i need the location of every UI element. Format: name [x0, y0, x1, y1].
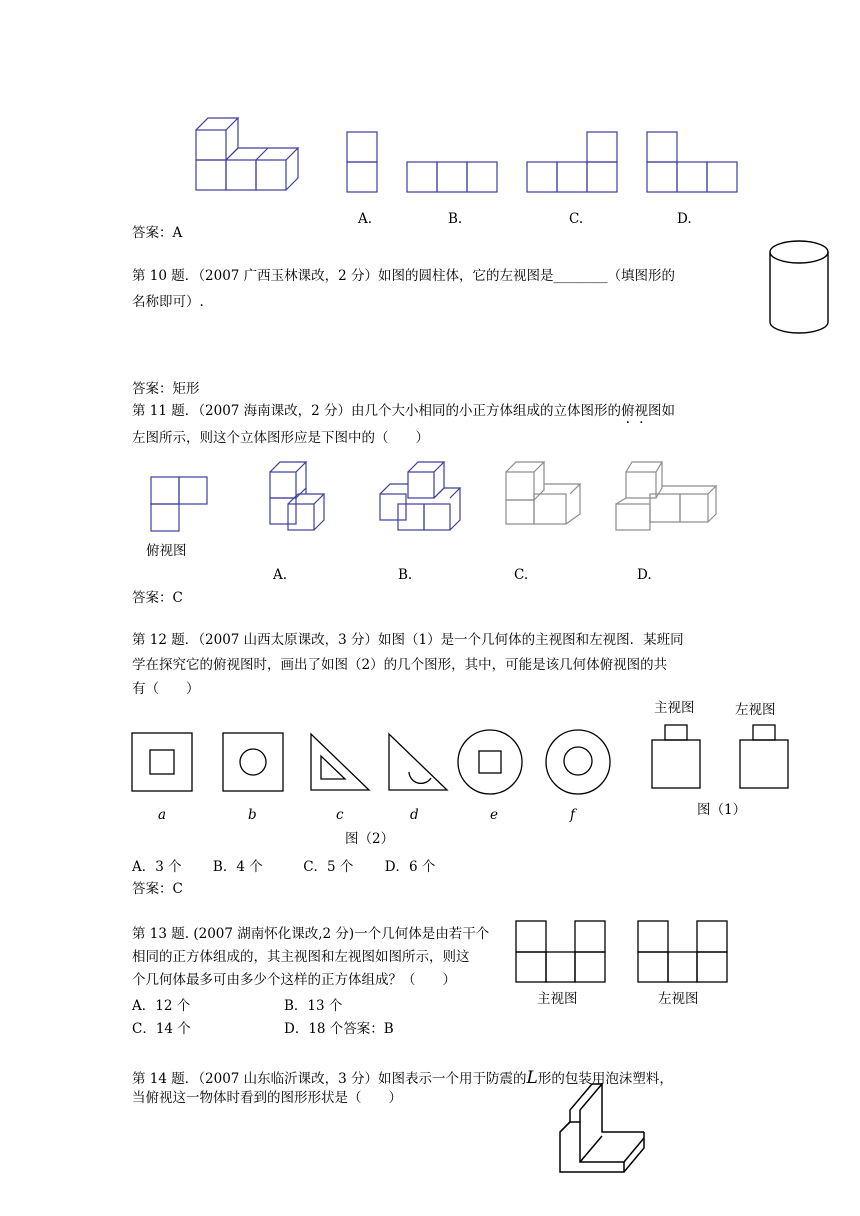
q11-option-b-label: B.	[398, 567, 413, 583]
q11-option-a-figure	[266, 456, 338, 536]
q12-shape-b	[222, 732, 286, 792]
q13-option-c: C．14 个	[132, 1021, 191, 1037]
q13-option-b: B．13 个	[284, 998, 343, 1014]
q9-option-a-figure	[346, 131, 378, 193]
q13-front-view-figure	[515, 920, 607, 984]
q12-question-line-2: 学在探究它的俯视图时，画出了如图（2）的几个图形，其中，可能是该几何体俯视图的共	[132, 657, 668, 673]
q11-option-d-label: D.	[637, 567, 652, 583]
q11-top-view-figure	[150, 476, 210, 532]
q13-front-view-label: 主视图	[537, 991, 578, 1007]
q14-question-line-2: 当俯视这一物体时看到的图形形状是（ ）	[132, 1090, 402, 1106]
q9-option-b-label: B.	[448, 211, 463, 227]
q12-shape-label-a: a	[158, 807, 167, 823]
q11-question-line-2: 左图所示，则这个立体图形应是下图中的（ ）	[132, 430, 429, 446]
q14-l-shaped-foam-figure	[558, 1080, 652, 1176]
q12-shape-label-e: e	[490, 807, 498, 823]
q11-option-c-figure	[502, 456, 588, 536]
q12-shape-a	[131, 732, 195, 792]
q13-option-d-and-answer: D．18 个答案：B	[284, 1021, 394, 1037]
q13-option-a: A．12 个	[132, 998, 191, 1014]
q11-option-b-figure	[376, 456, 466, 536]
q10-question-line-1: 第 10 题．（2007 广西玉林课改，2 分）如图的圆柱体，它的左视图是________（填图形的	[132, 268, 676, 284]
q10-cylinder-figure	[766, 238, 832, 340]
q11-option-c-label: C.	[514, 567, 529, 583]
q12-question-line-1: 第 12 题．（2007 山西太原课改，3 分）如图（1）是一个几何体的主视图和左视图．某班同	[132, 632, 684, 648]
q10-question-line-2: 名称即可）.	[132, 294, 204, 310]
q12-figure-1-caption: 图（1）	[697, 802, 747, 818]
q9-option-d-label: D.	[677, 211, 692, 227]
q9-option-c-label: C.	[569, 211, 584, 227]
q12-shape-label-b: b	[248, 807, 257, 823]
q12-shape-label-c: c	[336, 807, 344, 823]
q11-option-a-label: A.	[273, 567, 288, 583]
q13-question-line-3: 个几何体最多可由多少个这样的正方体组成？（ ）	[132, 972, 456, 988]
q12-choices: A．3 个 B．4 个 C．5 个 D．6 个	[132, 859, 436, 875]
q12-shape-e	[456, 728, 524, 796]
q9-option-a-label: A.	[358, 211, 373, 227]
q13-left-view-label: 左视图	[658, 991, 699, 1007]
q12-shape-label-d: d	[410, 807, 419, 823]
q12-left-view-figure	[739, 724, 791, 790]
q9-answer: 答案：A	[132, 225, 183, 241]
q11-top-view-label: 俯视图	[146, 543, 187, 559]
q13-question-line-1: 第 13 题. (2007 湖南怀化课改,2 分)一个几何体是由若干个	[132, 926, 490, 942]
q12-shape-label-f: f	[570, 807, 575, 823]
q12-question-line-3: 有（ ）	[132, 681, 200, 697]
q13-question-line-2: 相同的正方体组成的，其主视图和左视图如图所示，则这	[132, 949, 470, 965]
q9-option-c-figure	[526, 131, 618, 193]
q9-solid-figure	[190, 112, 310, 196]
q12-answer: 答案：C	[132, 881, 183, 897]
q11-question-line-1: 第 11 题．（2007 海南课改，2 分）由几个大小相同的小正方体组成的立体图形的俯视图如	[132, 403, 676, 419]
q9-option-d-figure	[646, 131, 738, 193]
q12-front-view-label: 主视图	[654, 700, 695, 716]
q12-shape-c	[309, 732, 371, 792]
q13-left-view-figure	[637, 920, 729, 984]
q12-left-view-label: 左视图	[735, 702, 776, 718]
q10-answer: 答案：矩形	[132, 381, 200, 397]
q12-front-view-figure	[651, 724, 703, 790]
q12-shape-f	[544, 728, 612, 796]
q11-answer: 答案：C	[132, 590, 183, 606]
q11-option-d-figure	[612, 456, 720, 536]
q12-figure-2-caption: 图（2）	[345, 831, 395, 847]
q9-option-b-figure	[406, 161, 498, 193]
q12-shape-d	[387, 732, 449, 792]
q14-question-line-1: 第 14 题．（2007 山东临沂课改，3 分）如图表示一个用于防震的L形的包装用泡沫塑料，	[132, 1068, 673, 1088]
